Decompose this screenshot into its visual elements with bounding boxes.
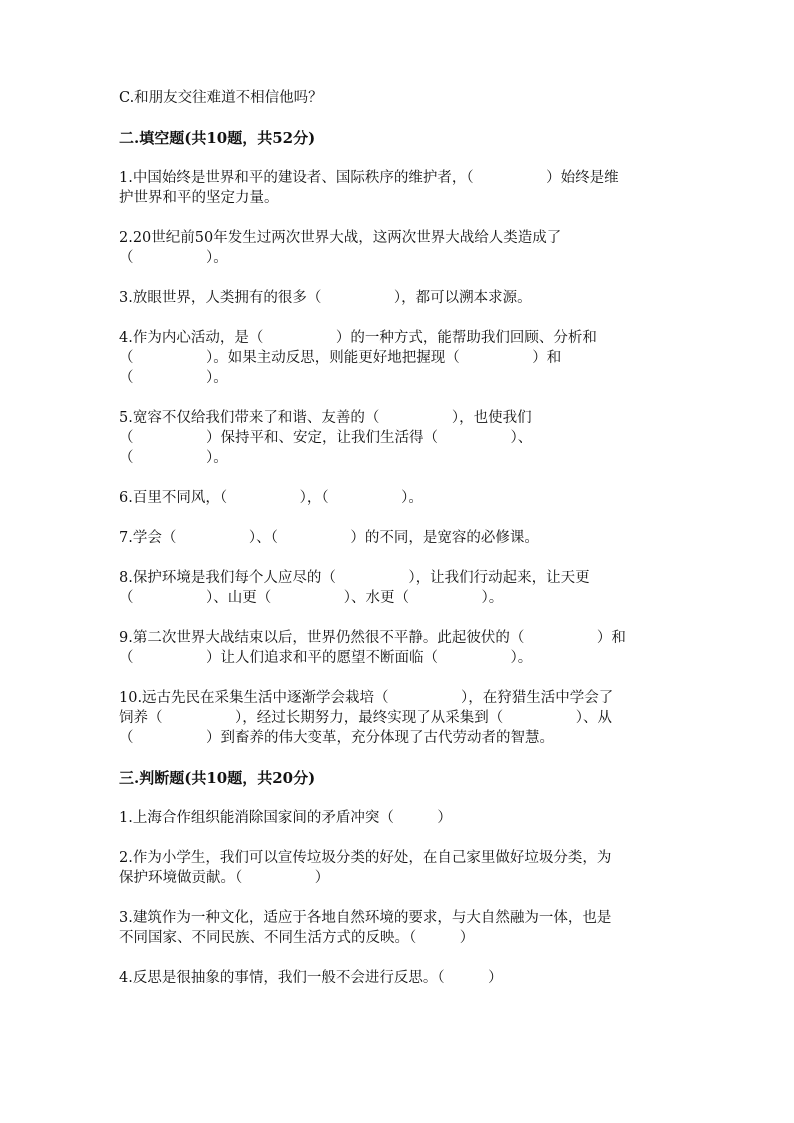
question-text-line: 3.放眼世界，人类拥有的很多（ ），都可以溯本求源。 xyxy=(119,290,532,306)
fill-in-question-list xyxy=(119,168,679,768)
question-text-line: 4.作为内心活动，是（ ）的一种方式，能帮助我们回顾、分析和 xyxy=(119,330,597,346)
section-title-true-false: 三.判断题(共10题，共20分) xyxy=(119,769,316,787)
question-item xyxy=(119,908,679,948)
question-text-line: 8.保护环境是我们每个人应尽的（ ），让我们行动起来，让天更 xyxy=(119,570,590,586)
question-text-line: 护世界和平的坚定力量。 xyxy=(119,190,279,206)
question-text-line: （ ）保持平和、安定，让我们生活得（ ）、 xyxy=(119,430,533,446)
question-text-line: 2.作为小学生，我们可以宣传垃圾分类的好处，在自己家里做好垃圾分类，为 xyxy=(119,850,612,866)
true-false-question-list xyxy=(119,808,679,1008)
question-item xyxy=(119,568,679,608)
question-item xyxy=(119,328,679,388)
question-text-line: 6.百里不同风，（ ），（ ）。 xyxy=(119,490,423,506)
question-item xyxy=(119,808,679,828)
question-text-line: 不同国家、不同民族、不同生活方式的反映。（ ） xyxy=(119,930,475,946)
question-item xyxy=(119,228,679,268)
question-item xyxy=(119,628,679,668)
question-text-line: 1.中国始终是世界和平的建设者、国际秩序的维护者，（ ）始终是维 xyxy=(119,170,619,186)
question-text-line: 7.学会（ ）、（ ）的不同，是宽容的必修课。 xyxy=(119,530,539,546)
question-item xyxy=(119,288,679,308)
question-item xyxy=(119,408,679,468)
question-text-line: （ ）。如果主动反思，则能更好地把握现（ ）和 xyxy=(119,350,562,366)
question-item xyxy=(119,528,679,548)
question-item xyxy=(119,488,679,508)
question-text-line: （ ）、山更（ ）、水更（ ）。 xyxy=(119,590,504,606)
question-text-line: 10.远古先民在采集生活中逐渐学会栽培（ ），在狩猎生活中学会了 xyxy=(119,690,614,706)
question-text-line: 5.宽容不仅给我们带来了和谐、友善的（ ），也使我们 xyxy=(119,410,532,426)
question-text-line: 1.上海合作组织能消除国家间的矛盾冲突（ ） xyxy=(119,810,452,826)
question-item xyxy=(119,848,679,888)
question-text-line: 9.第二次世界大战结束以后，世界仍然很不平静。此起彼伏的（ ）和 xyxy=(119,630,626,646)
question-text-line: （ ）到畜养的伟大变革，充分体现了古代劳动者的智慧。 xyxy=(119,730,554,746)
section-title-fill-in: 二.填空题(共10题，共52分) xyxy=(119,129,316,147)
document-page xyxy=(119,88,679,1008)
question-text-line: 4.反思是很抽象的事情，我们一般不会进行反思。（ ） xyxy=(119,970,503,986)
question-item xyxy=(119,168,679,208)
question-text-line: 3.建筑作为一种文化，适应于各地自然环境的要求，与大自然融为一体，也是 xyxy=(119,910,612,926)
question-text-line: （ ）。 xyxy=(119,370,228,386)
question-item xyxy=(119,968,679,988)
question-text-line: （ ）让人们追求和平的愿望不断面临（ ）。 xyxy=(119,650,533,666)
question-text-line: 饲养（ ），经过长期努力，最终实现了从采集到（ ）、从 xyxy=(119,710,612,726)
option-c-line: C.和朋友交往难道不相信他吗？ xyxy=(119,90,323,106)
question-text-line: （ ）。 xyxy=(119,250,228,266)
question-item xyxy=(119,688,679,748)
question-text-line: 2.20世纪前50年发生过两次世界大战，这两次世界大战给人类造成了 xyxy=(119,230,562,246)
question-text-line: （ ）。 xyxy=(119,450,228,466)
question-text-line: 保护环境做贡献。（ ） xyxy=(119,870,330,886)
